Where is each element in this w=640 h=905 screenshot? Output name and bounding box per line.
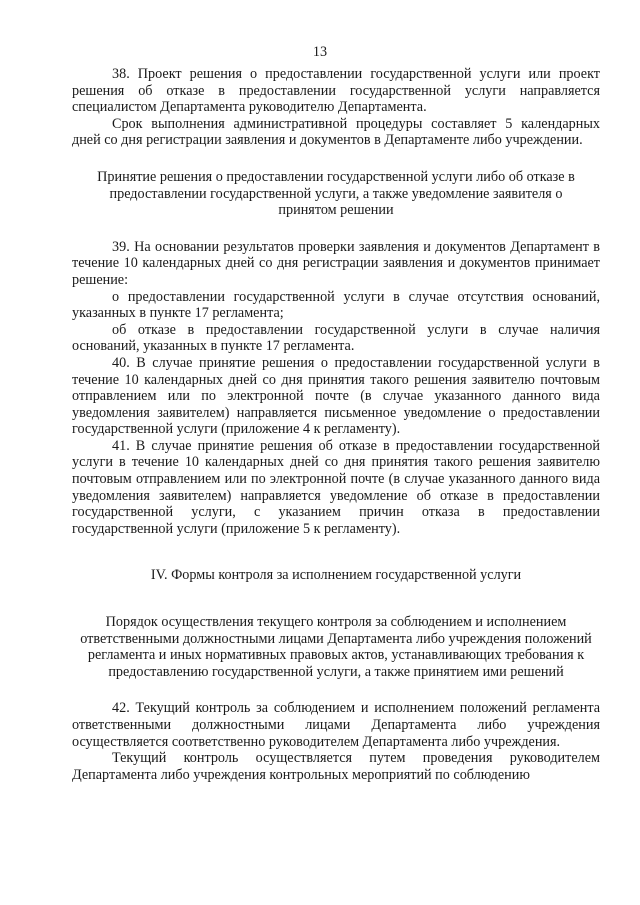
page-number: 13: [312, 44, 328, 60]
paragraph-39-option-refuse: об отказе в предоставлении государственной услуги в случае наличия оснований, указанных в пункте 17 регламента.: [72, 321, 600, 355]
paragraph-38: 38. Проект решения о предоставлении государственной услуги или проект решения об отказе в предоставлении государственной услуги направляется специалистом Департамента руководителю Департамента.: [72, 66, 600, 116]
paragraph-40: 40. В случае принятие решения о предоставлении государственной услуги в течение 10 календарных дней со дня принятия такого решения заявителю почтовым отправлением или по электронной почте (в случае указанного данного вида уведомления заявителем) направляется письменное уведомление о предоставлении государственной услуги (приложение 4 к регламенту).: [72, 354, 600, 438]
paragraph-41: 41. В случае принятие решения об отказе в предоставлении государственной услуги в течение 10 календарных дней со дня принятия такого решения заявителю почтовым отправлением или по электронной почте (в случае указанного данного вида уведомления заявителем) направляется уведомление об отказе в предоставлении государственной услуги, с указанием причин отказа в предоставлении государственной услуги (приложение 5 к регламенту).: [72, 437, 600, 537]
subsection-heading-decision: Принятие решения о предоставлении государственной услуги либо об отказе в предоставлении государственной услуги, а также уведомление заявителя о принятом решении: [97, 168, 575, 219]
paragraph-39-option-grant: о предоставлении государственной услуги в случае отсутствия оснований, указанных в пункте 17 регламента;: [72, 288, 600, 322]
section-title-iv: IV. Формы контроля за исполнением государственной услуги: [150, 567, 522, 584]
paragraph-deadline: Срок выполнения административной процедуры составляет 5 календарных дней со дня регистрации заявления и документов в Департаменте либо учреждении.: [72, 115, 600, 149]
paragraph-39: 39. На основании результатов проверки заявления и документов Департамент в течение 10 календарных дней со дня регистрации заявления и документов принимает решение:: [72, 238, 600, 288]
page-content: [72, 66, 600, 783]
paragraph-42: 42. Текущий контроль за соблюдением и исполнением положений регламента ответственными должностными лицами Департамента либо учреждения осуществляется соответственно руководителем Департамента либо учреждения.: [72, 700, 600, 750]
subsection-heading-control: Порядок осуществления текущего контроля за соблюдением и исполнением ответственными должностными лицами Департамента либо учреждения положений регламента и иных нормативных правовых актов, устанавливающих требования к предоставлению государственной услуги, а также принятием ими решений: [80, 614, 592, 680]
paragraph-control-method: Текущий контроль осуществляется путем проведения руководителем Департамента либо учреждения контрольных мероприятий по соблюдению: [72, 750, 600, 783]
